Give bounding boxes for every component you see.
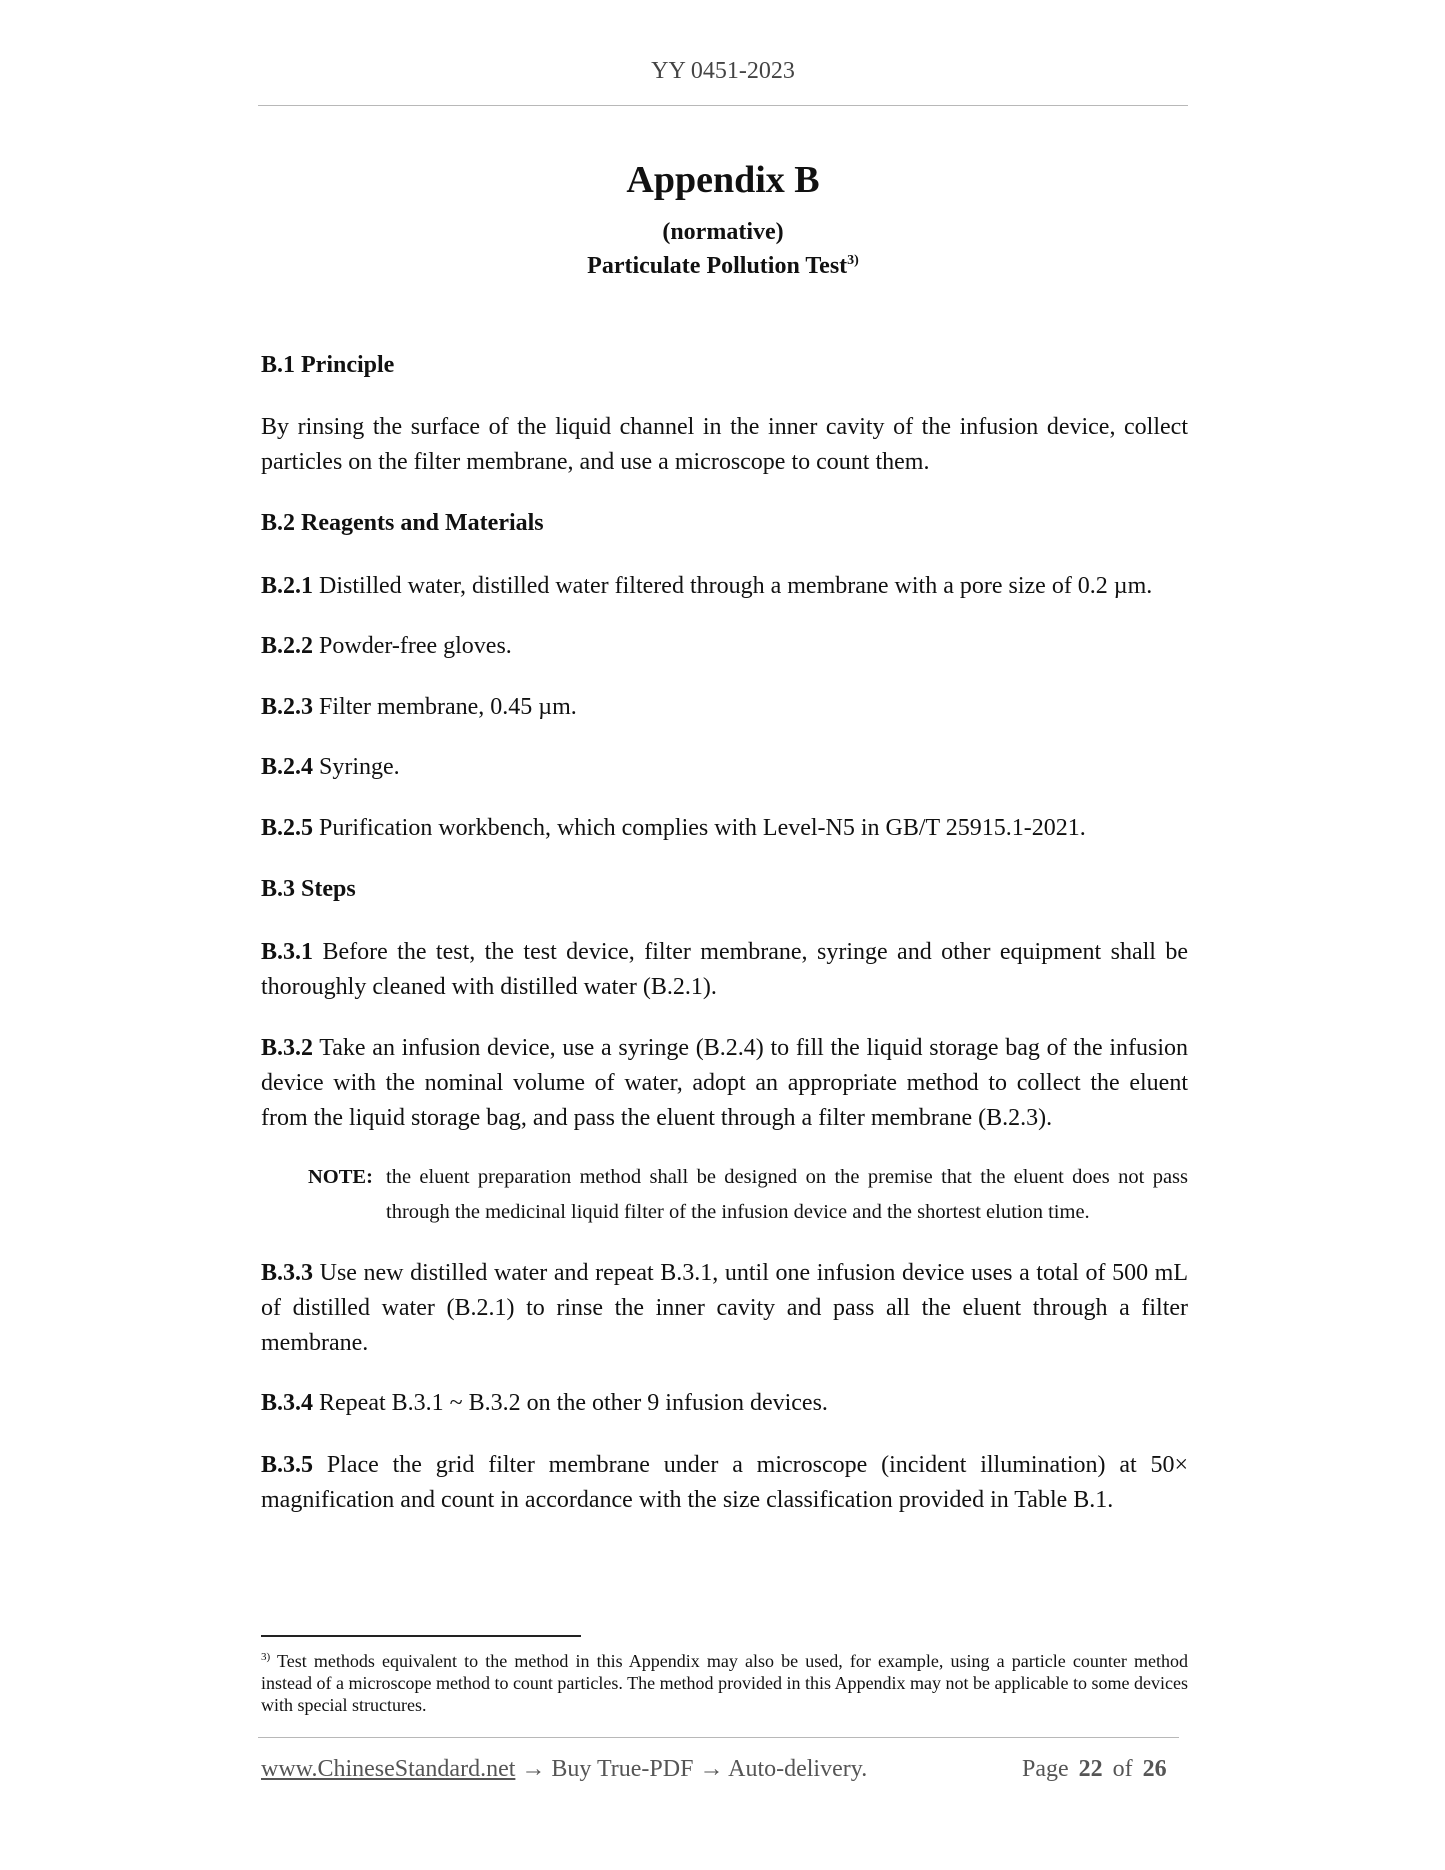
clause-b2-5 — [261, 811, 1188, 846]
clause-number: B.2.2 — [261, 633, 314, 659]
section-heading-b3: B.3 Steps — [261, 876, 356, 902]
section-heading-b1: B.1 Principle — [261, 352, 395, 378]
clause-number: B.3.3 — [261, 1260, 314, 1286]
clause-text: Filter membrane, 0.45 µm. — [319, 694, 577, 720]
clause-number: B.2.3 — [261, 694, 314, 720]
clause-b2-1 — [261, 569, 1188, 604]
section-text-b1: By rinsing the surface of the liquid channel in the inner cavity of the infusion device, collect particles on the filter membrane, and use a microscope to count them. — [261, 414, 1188, 475]
clause-text: Take an infusion device, use a syringe (B.2.4) to fill the liquid storage bag of the infusion device with the nominal volume of water, adopt an appropriate method to collect the eluent from the liquid storage bag, and pass the eluent through a filter membrane (B.2.3). — [261, 1035, 1188, 1131]
clause-b2-3 — [261, 690, 1188, 725]
clause-number: B.3.5 — [261, 1452, 314, 1478]
clause-text: Repeat B.3.1 ~ B.3.2 on the other 9 infusion devices. — [319, 1390, 828, 1416]
appendix-heading — [258, 253, 1188, 280]
clause-text: Use new distilled water and repeat B.3.1, until one infusion device uses a total of 500 mL of distilled water (B.2.1) to rinse the inner cavity and pass all the eluent through a filter membrane. — [261, 1260, 1189, 1356]
note-block — [308, 1160, 1188, 1230]
clause-number: B.3.2 — [261, 1035, 314, 1061]
clause-b3-2 — [261, 1031, 1188, 1136]
clause-text: Before the test, the test device, filter membrane, syringe and other equipment shall be thoroughly cleaned with distilled water (B.2.1). — [261, 939, 1189, 1000]
footer-promo — [261, 1756, 867, 1783]
site-link[interactable]: www.ChineseStandard.net — [261, 1756, 516, 1782]
note-label: NOTE: — [308, 1166, 373, 1188]
clause-b2-4 — [261, 750, 1188, 785]
page-total: 26 — [1142, 1756, 1167, 1782]
clause-b3-3 — [261, 1256, 1188, 1361]
section-heading-b2: B.2 Reagents and Materials — [261, 510, 544, 536]
running-header: YY 0451-2023 — [651, 58, 795, 84]
clause-number: B.2.5 — [261, 815, 314, 841]
footnote-text: Test methods equivalent to the method in this Appendix may also be used, for example, using a particle counter method instead of a microscope method to count particles. The method provided in this Appendix may not be applicable to some devices with special structures. — [261, 1651, 1188, 1715]
clause-text: Place the grid filter membrane under a microscope (incident illumination) at 50× magnification and count in accordance with the size classification provided in Table B.1. — [261, 1452, 1188, 1513]
footnote-mark: 3) — [261, 1651, 271, 1663]
appendix-title: Appendix B — [626, 159, 820, 201]
appendix-type: (normative) — [662, 219, 784, 245]
clause-number: B.3.4 — [261, 1390, 314, 1416]
clause-text: Purification workbench, which complies with Level-N5 in GB/T 25915.1-2021. — [319, 815, 1086, 841]
clause-number: B.2.1 — [261, 573, 314, 599]
page-number — [1022, 1756, 1167, 1783]
note-text: the eluent preparation method shall be designed on the premise that the eluent does not pass through the medicinal liquid filter of the infusion device and the shortest elution time. — [386, 1166, 1188, 1223]
clause-b3-4 — [261, 1386, 1188, 1421]
footer-rule — [258, 1737, 1179, 1738]
footnote-reference: 3) — [847, 253, 859, 268]
clause-text: Distilled water, distilled water filtered through a membrane with a pore size of 0.2 µm. — [319, 573, 1153, 599]
of-word: of — [1112, 1756, 1133, 1782]
clause-text: Powder-free gloves. — [319, 633, 512, 659]
footnote — [261, 1646, 1188, 1716]
header-rule — [258, 105, 1188, 106]
clause-text: Syringe. — [319, 754, 400, 780]
clause-b3-1 — [261, 935, 1188, 1005]
clause-b3-5 — [261, 1448, 1188, 1518]
page-current: 22 — [1078, 1756, 1103, 1782]
promo-text: → Buy True-PDF → Auto-delivery. — [521, 1756, 868, 1782]
clause-number: B.2.4 — [261, 754, 314, 780]
page-word: Page — [1022, 1756, 1069, 1782]
footnote-rule — [261, 1635, 581, 1637]
clause-number: B.3.1 — [261, 939, 314, 965]
clause-b2-2 — [261, 629, 1188, 664]
appendix-heading-text: Particulate Pollution Test — [587, 253, 848, 279]
